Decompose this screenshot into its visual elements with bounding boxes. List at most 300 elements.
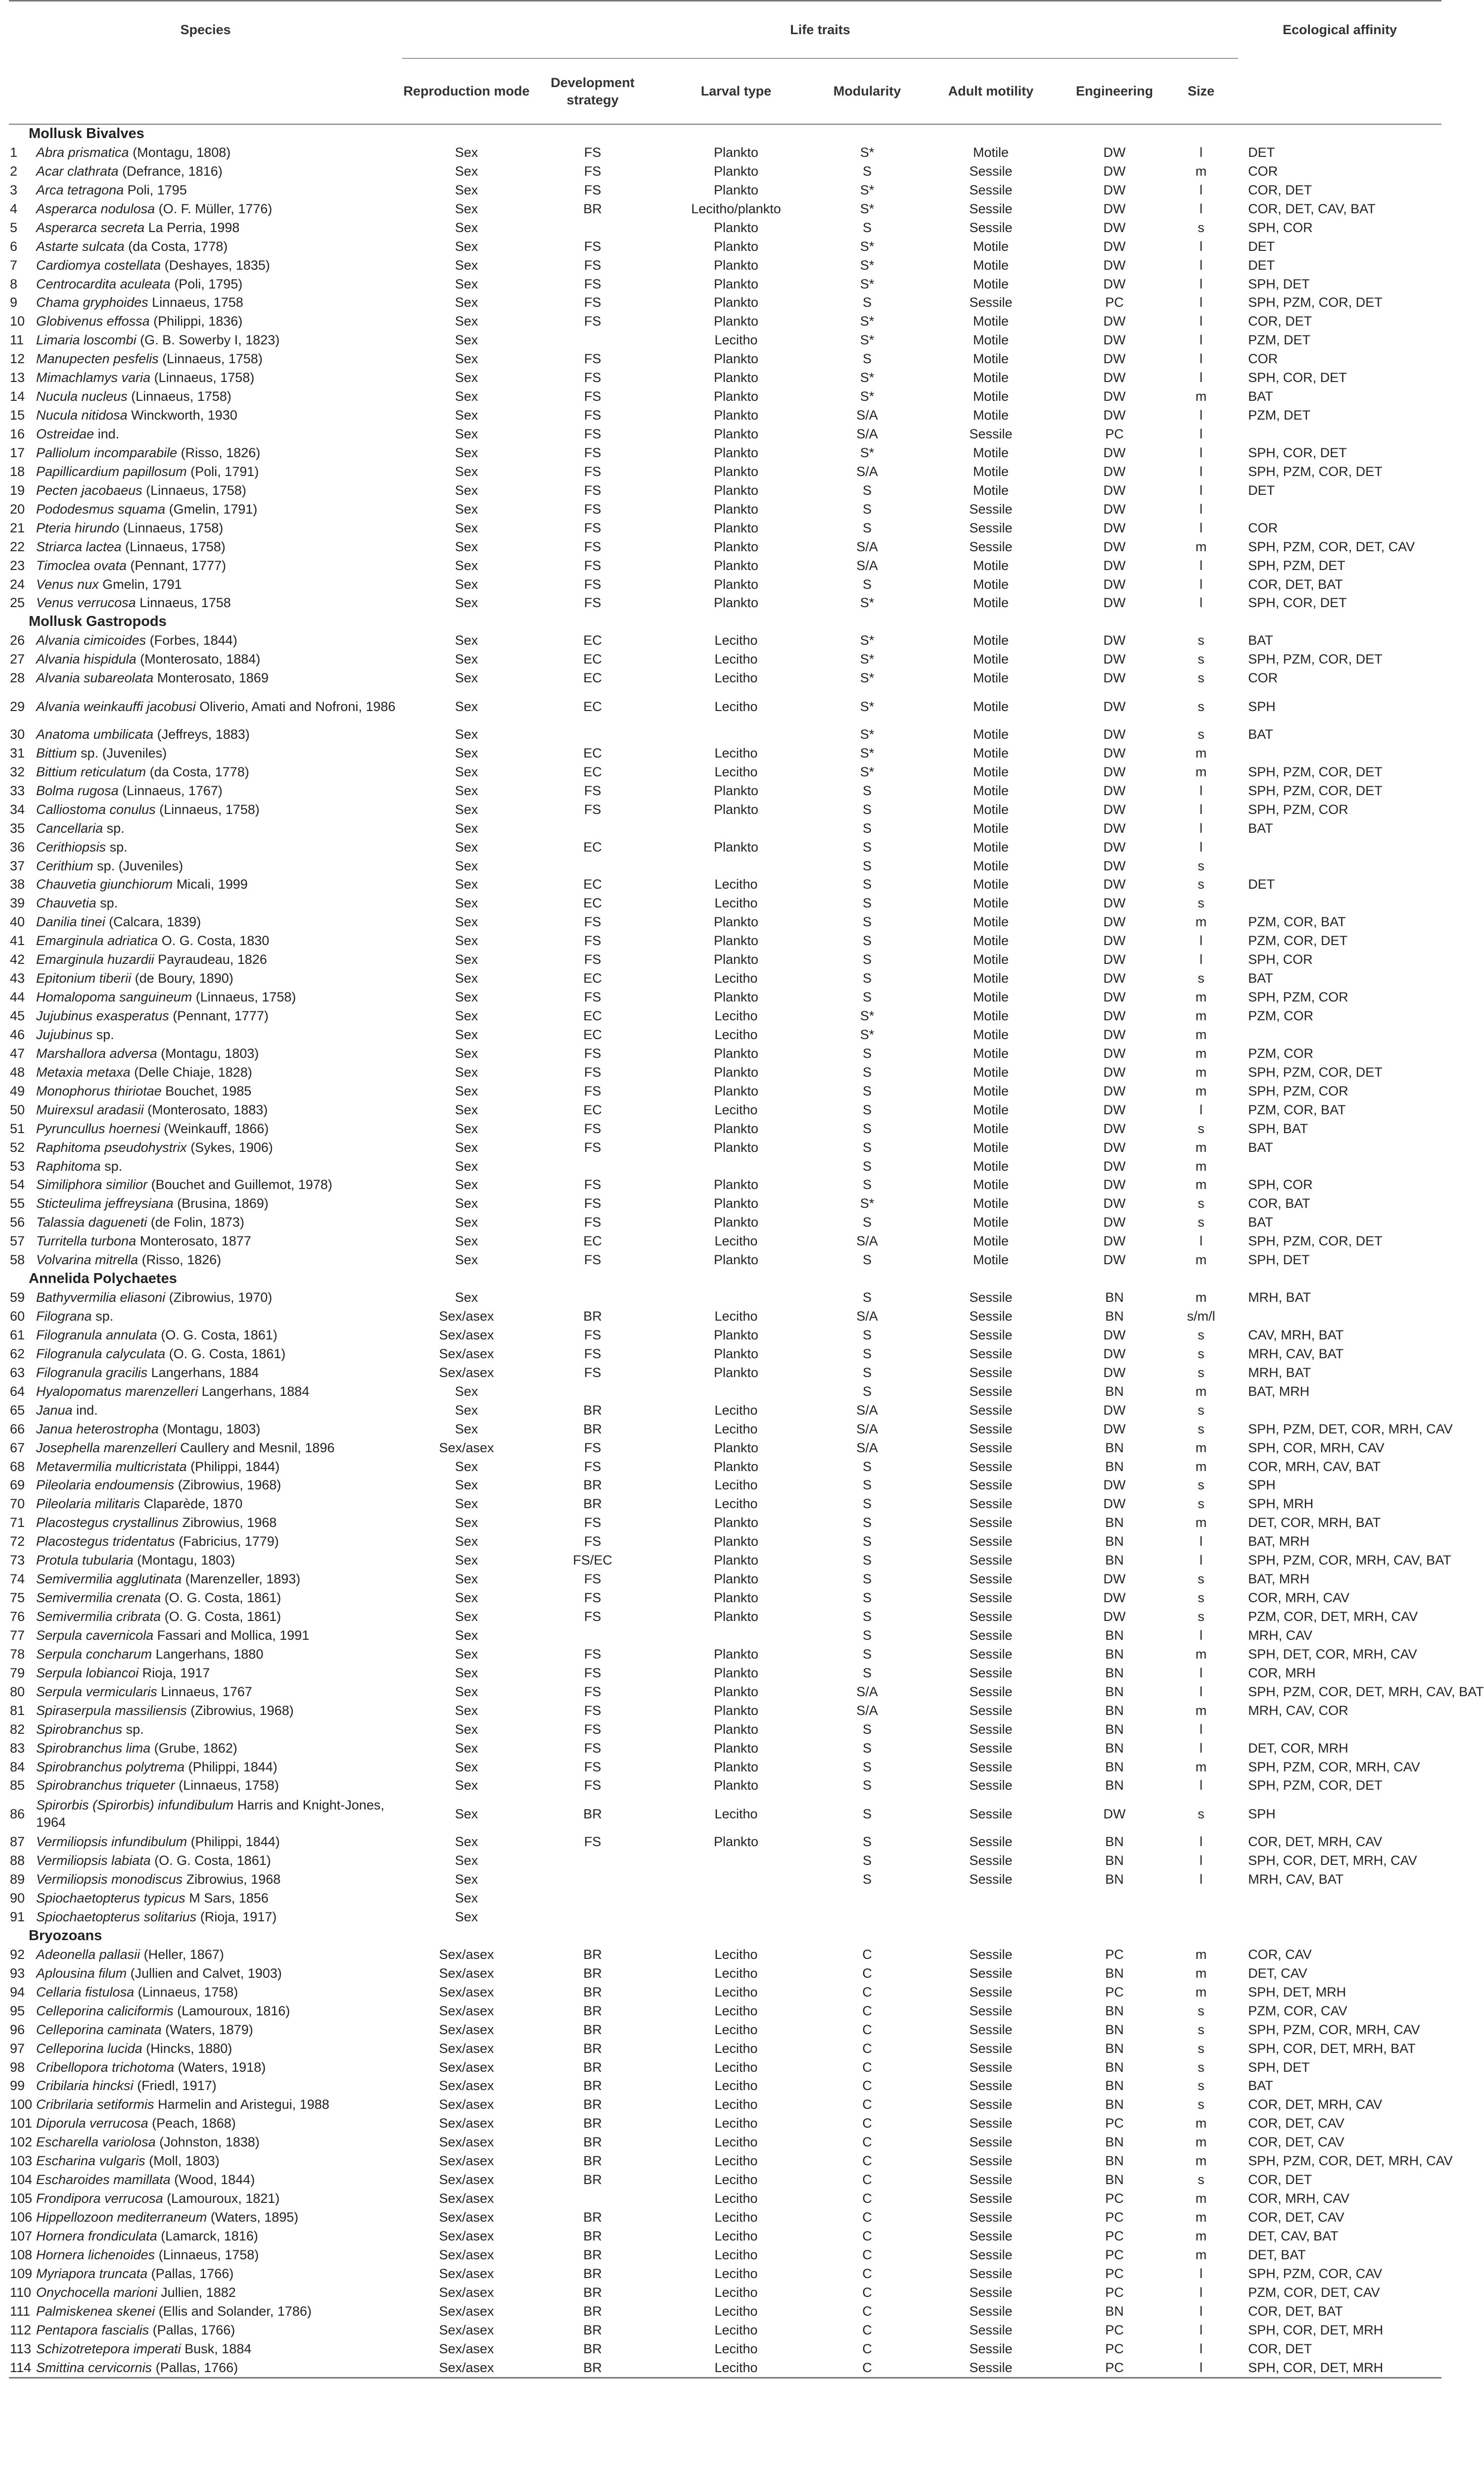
ecological-affinity-cell: COR xyxy=(1248,163,1278,179)
species-name-cell xyxy=(36,2058,402,2077)
species-name-cell xyxy=(36,2189,402,2208)
engineering-cell: DW xyxy=(1103,1402,1126,1418)
row-number: 8 xyxy=(10,276,18,291)
species-authority: (Marenzeller, 1893) xyxy=(185,1571,301,1587)
species-authority: (Linnaeus, 1758) xyxy=(123,520,224,535)
species-name-cell xyxy=(36,1420,402,1439)
adult-motility-cell: Sessile xyxy=(969,1590,1013,1606)
species-binomial: Hornera frondiculata xyxy=(36,2228,157,2243)
adult-motility-cell: Sessile xyxy=(969,2303,1013,2319)
species-authority: Caullery and Mesnil, 1896 xyxy=(180,1440,335,1455)
size-cell: s xyxy=(1198,1327,1205,1342)
reproduction-mode-cell: Sex xyxy=(455,314,478,329)
species-binomial: Escharella variolosa xyxy=(36,2135,156,2150)
larval-type-cell: Lecitho xyxy=(714,2116,758,2131)
larval-type-cell xyxy=(654,1852,818,1870)
species-authority: (Linnaeus, 1758) xyxy=(195,990,296,1005)
modularity-cell: S* xyxy=(860,726,875,742)
section-header-row xyxy=(9,613,1441,631)
row-number: 71 xyxy=(10,1515,25,1530)
size-cell: m xyxy=(1195,2116,1207,2131)
species-binomial: Filograna xyxy=(36,1309,92,1324)
modularity-cell: S xyxy=(863,1290,872,1305)
row-number: 79 xyxy=(10,1665,25,1680)
species-authority: (Linnaeus, 1758) xyxy=(154,370,255,385)
modularity-cell: S xyxy=(863,971,872,986)
row-number: 42 xyxy=(10,952,25,967)
table-row xyxy=(9,2095,1441,2114)
development-strategy-cell: FS xyxy=(584,276,602,291)
ecological-affinity-cell: SPH xyxy=(1248,1806,1276,1821)
size-cell: l xyxy=(1164,2359,1238,2378)
modularity-cell: S xyxy=(863,520,872,535)
reproduction-mode-cell: Sex xyxy=(455,370,478,385)
engineering-cell: PC xyxy=(1105,2116,1124,2131)
adult-motility-cell xyxy=(917,1908,1065,1927)
species-binomial: Janua xyxy=(36,1402,73,1418)
ecological-affinity-cell: DET xyxy=(1248,238,1275,254)
species-authority: (Hincks, 1880) xyxy=(146,2041,232,2056)
species-binomial: Abra prismatica xyxy=(36,144,129,160)
ecological-affinity-cell: DET xyxy=(1248,257,1275,273)
engineering-cell: DW xyxy=(1103,539,1126,554)
engineering-cell: DW xyxy=(1103,783,1126,798)
species-binomial: Spiraserpula massiliensis xyxy=(36,1703,187,1718)
species-name-cell xyxy=(36,1194,402,1213)
size-cell: m xyxy=(1195,2228,1207,2243)
adult-motility-cell: Sessile xyxy=(969,1534,1013,1549)
modularity-cell: S xyxy=(863,952,872,967)
table-row xyxy=(9,1739,1441,1758)
ecological-affinity-cell: SPH, COR, DET, MRH, CAV xyxy=(1248,1853,1417,1868)
species-binomial: Filogranula annulata xyxy=(36,1327,157,1342)
development-strategy-cell: BR xyxy=(583,2041,602,2056)
larval-type-cell: Lecitho xyxy=(714,2059,758,2075)
ecological-affinity-cell: DET xyxy=(1248,144,1275,160)
larval-type-cell: Lecitho xyxy=(714,745,758,761)
larval-type-cell: Lecitho xyxy=(654,2359,818,2378)
larval-type-cell: Lecitho xyxy=(714,652,758,667)
modularity-cell: C xyxy=(862,2135,872,2150)
development-strategy-cell: FS xyxy=(584,1121,602,1136)
row-number: 30 xyxy=(10,726,25,742)
engineering-cell: BN xyxy=(1105,2059,1124,2075)
ecological-affinity-cell xyxy=(1238,1889,1441,1908)
modularity-cell: S/A xyxy=(856,464,878,479)
row-number: 24 xyxy=(10,576,25,592)
table-row xyxy=(9,969,1441,988)
species-name-cell xyxy=(36,894,402,913)
adult-motility-cell: Sessile xyxy=(969,520,1013,535)
table-row xyxy=(9,2246,1441,2265)
size-cell: s xyxy=(1198,726,1205,742)
species-authority: (Jullien and Calvet, 1903) xyxy=(130,1965,282,1981)
development-strategy-cell: FS xyxy=(584,1083,602,1098)
larval-type-cell: Lecitho xyxy=(714,1309,758,1324)
reproduction-mode-cell: Sex xyxy=(455,1064,478,1080)
species-binomial: Spirobranchus polytrema xyxy=(36,1759,185,1774)
larval-type-cell: Plankto xyxy=(713,295,759,310)
species-binomial: Calliostoma conulus xyxy=(36,802,156,817)
species-authority: (Poli, 1791) xyxy=(190,464,259,479)
size-cell: m xyxy=(1195,1383,1207,1399)
species-authority: (Monterosato, 1884) xyxy=(140,652,261,667)
modularity-cell: S xyxy=(863,1064,872,1080)
size-cell: l xyxy=(1200,1627,1203,1643)
engineering-cell: DW xyxy=(1103,144,1126,160)
species-name-cell xyxy=(36,819,402,838)
development-strategy-cell: BR xyxy=(583,1477,602,1493)
table-row xyxy=(9,1307,1441,1326)
reproduction-mode-cell: Sex xyxy=(455,1421,478,1436)
engineering-cell: DW xyxy=(1103,1421,1126,1436)
species-binomial: Protula tubularia xyxy=(36,1553,134,1568)
engineering-cell: PC xyxy=(1105,2341,1124,2356)
development-strategy-cell: FS xyxy=(584,1440,602,1455)
size-cell: m xyxy=(1195,163,1207,179)
reproduction-mode-cell: Sex xyxy=(455,238,478,254)
development-strategy-cell xyxy=(531,1382,654,1401)
larval-type-cell: Lecitho xyxy=(714,1402,758,1418)
larval-type-cell: Plankto xyxy=(713,408,759,423)
larval-type-cell xyxy=(654,725,818,744)
species-binomial: Celleporina caminata xyxy=(36,2022,162,2037)
modularity-cell: S xyxy=(863,220,872,235)
modularity-cell: S xyxy=(863,1806,872,1821)
modularity-cell: S* xyxy=(860,389,875,404)
row-number: 20 xyxy=(10,501,25,517)
adult-motility-cell: Motile xyxy=(973,1064,1009,1080)
larval-type-cell: Lecitho xyxy=(714,2341,758,2356)
reproduction-mode-cell: Sex xyxy=(455,464,478,479)
size-cell: m xyxy=(1195,1515,1207,1530)
row-number: 65 xyxy=(10,1402,25,1418)
size-cell: l xyxy=(1200,1684,1203,1699)
reproduction-mode-cell: Sex xyxy=(455,858,478,873)
development-strategy-cell: EC xyxy=(583,699,602,714)
modularity-cell: S xyxy=(863,1740,872,1756)
ecological-affinity-cell: BAT xyxy=(1248,1140,1273,1155)
adult-motility-cell: Motile xyxy=(973,445,1009,460)
size-cell: m xyxy=(1195,1140,1207,1155)
size-cell: l xyxy=(1200,501,1203,517)
engineering-cell: PC xyxy=(1105,2210,1124,2225)
reproduction-mode-cell: Sex xyxy=(455,1759,478,1774)
size-cell: s xyxy=(1198,1402,1205,1418)
larval-type-cell: Plankto xyxy=(713,257,759,273)
species-name-cell xyxy=(36,1364,402,1382)
size-cell: s xyxy=(1198,1421,1205,1436)
species-name-cell xyxy=(36,1345,402,1364)
species-authority: (O. G. Costa, 1861) xyxy=(169,1346,286,1361)
ecological-affinity-cell: SPH, PZM, COR, MRH, CAV, BAT xyxy=(1248,1553,1451,1568)
adult-motility-cell: Sessile xyxy=(969,2041,1013,2056)
size-cell: l xyxy=(1200,295,1203,310)
ecological-affinity-cell: COR, DET, CAV xyxy=(1248,2135,1345,2150)
larval-type-cell: Plankto xyxy=(713,1590,759,1606)
species-authority: sp. (Juveniles) xyxy=(81,745,167,761)
larval-type-cell: Plankto xyxy=(713,389,759,404)
reproduction-mode-cell: Sex xyxy=(455,1158,478,1174)
reproduction-mode-cell: Sex xyxy=(455,1234,478,1249)
larval-type-cell: Plankto xyxy=(713,952,759,967)
development-strategy-cell: FS xyxy=(584,144,602,160)
adult-motility-cell: Motile xyxy=(973,896,1009,911)
size-cell: s xyxy=(1198,1477,1205,1493)
size-cell xyxy=(1164,1908,1238,1927)
species-binomial: Metavermilia multicristata xyxy=(36,1459,187,1474)
size-cell: l xyxy=(1200,445,1203,460)
species-binomial: Serpula vermicularis xyxy=(36,1684,157,1699)
adult-motility-cell: Sessile xyxy=(969,2322,1013,2337)
table-row xyxy=(9,1439,1441,1458)
development-strategy-cell: FS xyxy=(584,783,602,798)
engineering-cell: DW xyxy=(1103,501,1126,517)
adult-motility-cell: Sessile xyxy=(969,1646,1013,1662)
engineering-cell: DW xyxy=(1103,1158,1126,1174)
table-row xyxy=(9,2321,1441,2340)
engineering-cell: PC xyxy=(1105,295,1124,310)
ecological-affinity-cell: SPH, BAT xyxy=(1248,1121,1308,1136)
ecological-affinity-cell: PZM, DET xyxy=(1248,333,1311,348)
adult-motility-cell: Motile xyxy=(973,1196,1009,1211)
species-binomial: Cerithiopsis xyxy=(36,839,106,855)
adult-motility-cell: Sessile xyxy=(969,1327,1013,1342)
table-row xyxy=(9,1176,1441,1194)
development-strategy-cell: FS xyxy=(584,1834,602,1850)
larval-type-cell: Plankto xyxy=(713,1327,759,1342)
size-cell: m xyxy=(1195,1083,1207,1098)
engineering-cell: BN xyxy=(1105,1740,1124,1756)
table-row xyxy=(9,894,1441,913)
species-name-cell xyxy=(36,1645,402,1664)
table-row xyxy=(9,2227,1441,2246)
row-number: 60 xyxy=(10,1309,25,1324)
species-name-cell xyxy=(36,557,402,575)
modularity-cell: S/A xyxy=(856,1684,878,1699)
table-row xyxy=(9,1964,1441,1983)
modularity-cell xyxy=(818,1908,917,1927)
species-binomial: Aplousina filum xyxy=(36,1965,127,1981)
species-authority: (Linnaeus, 1767) xyxy=(122,783,223,798)
species-binomial: Talassia dagueneti xyxy=(36,1215,147,1230)
table-row xyxy=(9,181,1441,200)
size-cell: l xyxy=(1200,257,1203,273)
size-cell: s xyxy=(1198,1215,1205,1230)
modularity-cell: S xyxy=(863,802,872,817)
table-row xyxy=(9,2021,1441,2040)
engineering-cell: BN xyxy=(1105,1834,1124,1850)
row-number: 81 xyxy=(10,1703,25,1718)
size-cell: l xyxy=(1200,238,1203,254)
reproduction-mode-cell: Sex xyxy=(455,1477,478,1493)
species-authority: Poli, 1795 xyxy=(127,182,187,197)
adult-motility-cell: Sessile xyxy=(969,1872,1013,1887)
engineering-cell: BN xyxy=(1105,1646,1124,1662)
species-name-cell xyxy=(36,350,402,369)
larval-type-cell: Plankto xyxy=(713,144,759,160)
species-name-cell xyxy=(36,312,402,331)
size-cell: s xyxy=(1198,2022,1205,2037)
species-authority: (da Costa, 1778) xyxy=(128,238,228,254)
species-name-cell xyxy=(36,1251,402,1270)
species-binomial: Vermiliopsis monodiscus xyxy=(36,1872,183,1887)
modularity-cell: S xyxy=(863,1853,872,1868)
reproduction-mode-cell: Sex/asex xyxy=(439,1440,494,1455)
adult-motility-cell: Sessile xyxy=(969,1721,1013,1737)
species-name-cell xyxy=(36,913,402,932)
size-cell: s xyxy=(1198,2078,1205,2093)
adult-motility-cell: Motile xyxy=(973,389,1009,404)
species-name-cell xyxy=(36,875,402,894)
ecological-affinity-cell: MRH, CAV xyxy=(1248,1627,1313,1643)
ecological-affinity-cell: PZM, COR xyxy=(1248,1008,1314,1024)
row-number: 97 xyxy=(10,2041,25,2056)
engineering-cell: DW xyxy=(1103,257,1126,273)
reproduction-mode-cell: Sex xyxy=(455,1290,478,1305)
species-binomial: Jujubinus xyxy=(36,1027,93,1042)
species-binomial: Placostegus crystallinus xyxy=(36,1515,179,1530)
species-name-cell xyxy=(36,219,402,238)
row-number: 109 xyxy=(10,2266,33,2281)
row-number: 56 xyxy=(10,1215,25,1230)
row-number: 34 xyxy=(10,802,25,817)
engineering-cell: DW xyxy=(1103,389,1126,404)
size-cell: m xyxy=(1195,539,1207,554)
species-authority: (Ellis and Solander, 1786) xyxy=(158,2303,312,2319)
modularity-cell: C xyxy=(862,2153,872,2169)
ecological-affinity-cell: BAT xyxy=(1248,633,1273,648)
species-name-cell xyxy=(36,1063,402,1082)
adult-motility-cell: Motile xyxy=(973,820,1009,836)
reproduction-mode-cell: Sex/asex xyxy=(439,1365,494,1380)
larval-type-cell: Lecitho xyxy=(714,2003,758,2018)
table-row xyxy=(9,1026,1441,1045)
larval-type-cell xyxy=(654,819,818,838)
larval-type-cell: Lecitho xyxy=(714,2266,758,2281)
development-strategy-cell: FS xyxy=(584,314,602,329)
modularity-cell xyxy=(818,1889,917,1908)
species-binomial: Cardiomya costellata xyxy=(36,257,161,273)
modularity-cell: S xyxy=(863,295,872,310)
engineering-cell: DW xyxy=(1103,1083,1126,1098)
adult-motility-cell: Sessile xyxy=(969,1834,1013,1850)
adult-motility-cell: Sessile xyxy=(969,2116,1013,2131)
row-number: 29 xyxy=(10,699,25,714)
engineering-cell: PC xyxy=(1105,2247,1124,2262)
reproduction-mode-header: Reproduction mode xyxy=(402,58,531,124)
species-name-cell xyxy=(36,857,402,876)
species-name-cell xyxy=(36,1833,402,1852)
larval-type-cell xyxy=(654,857,818,876)
ecological-affinity-header: Ecological affinity xyxy=(1238,1,1441,59)
table-row xyxy=(9,1833,1441,1852)
modularity-cell: S xyxy=(863,1759,872,1774)
row-number: 21 xyxy=(10,520,25,535)
species-name-cell xyxy=(36,181,402,200)
species-authority: Monterosato, 1877 xyxy=(139,1234,251,1249)
ecological-affinity-cell: COR, MRH, CAV, BAT xyxy=(1248,1459,1381,1474)
species-header: Species xyxy=(9,1,402,59)
row-number: 25 xyxy=(10,595,25,611)
modularity-cell: C xyxy=(862,1984,872,1999)
size-cell: s xyxy=(1198,1365,1205,1380)
reproduction-mode-cell: Sex xyxy=(455,482,478,498)
adult-motility-cell: Sessile xyxy=(969,1947,1013,1962)
development-strategy-cell: FS xyxy=(584,1646,602,1662)
row-number: 2 xyxy=(10,163,18,179)
species-name-cell xyxy=(36,2133,402,2152)
ecological-affinity-cell: BAT xyxy=(1248,389,1273,404)
size-cell: s/m/l xyxy=(1187,1309,1215,1324)
species-name-cell xyxy=(36,2265,402,2284)
development-strategy-cell: BR xyxy=(583,2247,602,2262)
species-name-cell xyxy=(36,1852,402,1870)
species-authority: (Philippi, 1844) xyxy=(190,1834,280,1850)
table-row xyxy=(9,293,1441,312)
species-name-cell xyxy=(36,1101,402,1120)
adult-motility-cell: Motile xyxy=(973,802,1009,817)
ecological-affinity-cell: SPH, PZM, COR, DET xyxy=(1248,652,1383,667)
reproduction-mode-cell: Sex xyxy=(455,389,478,404)
ecological-affinity-cell: SPH, DET xyxy=(1248,276,1310,291)
larval-type-cell: Lecitho xyxy=(714,896,758,911)
larval-type-cell xyxy=(654,1626,818,1645)
size-cell: l xyxy=(1200,1665,1203,1680)
species-binomial: Adeonella pallasii xyxy=(36,1947,140,1962)
species-binomial: Arca tetragona xyxy=(36,182,124,197)
table-row xyxy=(9,1326,1441,1345)
species-authority: (Waters, 1879) xyxy=(165,2022,253,2037)
larval-type-cell: Plankto xyxy=(713,990,759,1005)
reproduction-mode-cell: Sex/asex xyxy=(439,2041,494,2056)
size-cell: s xyxy=(1198,858,1205,873)
table-row xyxy=(9,2359,1441,2378)
adult-motility-cell: Motile xyxy=(973,238,1009,254)
table-row xyxy=(9,1063,1441,1082)
species-binomial: Hyalopomatus marenzelleri xyxy=(36,1383,198,1399)
larval-type-cell: Plankto xyxy=(713,783,759,798)
size-cell: l xyxy=(1200,595,1203,611)
species-binomial: Celleporina caliciformis xyxy=(36,2003,174,2018)
adult-motility-cell: Sessile xyxy=(969,1609,1013,1624)
engineering-cell: DW xyxy=(1103,726,1126,742)
species-binomial: Asperarca nodulosa xyxy=(36,201,155,216)
modularity-cell: S xyxy=(863,1872,872,1887)
species-authority: (Risso, 1826) xyxy=(141,1252,222,1268)
species-name-cell xyxy=(36,1120,402,1139)
species-authority: (O. G. Costa, 1861) xyxy=(154,1853,271,1868)
adult-motility-cell: Motile xyxy=(973,1046,1009,1061)
engineering-header: Engineering xyxy=(1065,58,1164,124)
modularity-cell: S* xyxy=(860,1027,875,1042)
table-row xyxy=(9,594,1441,613)
reproduction-mode-cell: Sex/asex xyxy=(439,2341,494,2356)
row-number: 26 xyxy=(10,633,25,648)
size-cell: m xyxy=(1195,1290,1207,1305)
table-row xyxy=(9,763,1441,782)
engineering-cell: DW xyxy=(1103,182,1126,197)
larval-type-cell: Lecitho xyxy=(714,2303,758,2319)
adult-motility-cell: Motile xyxy=(973,1140,1009,1155)
table-row xyxy=(9,2152,1441,2171)
larval-type-cell: Plankto xyxy=(713,1459,759,1474)
development-strategy-cell: BR xyxy=(583,2210,602,2225)
engineering-cell: DW xyxy=(1103,990,1126,1005)
development-strategy-cell: FS xyxy=(584,1365,602,1380)
species-binomial: Marshallora adversa xyxy=(36,1046,157,1061)
modularity-cell: S* xyxy=(860,201,875,216)
